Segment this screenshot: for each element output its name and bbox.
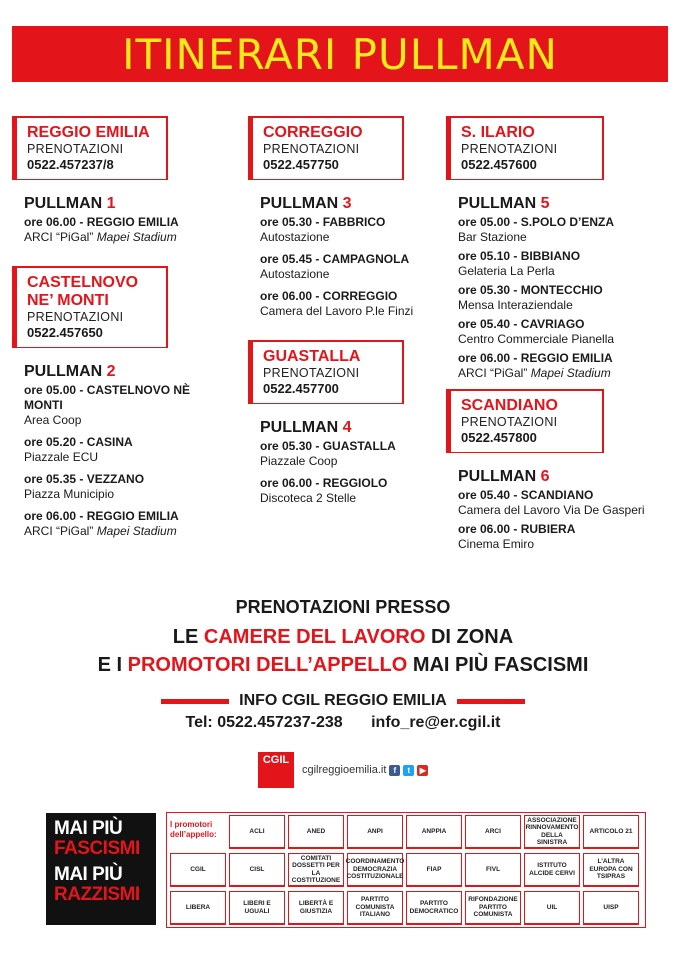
city-box-correggio	[248, 116, 404, 180]
stop: ore 05.00 - CASTELNOVO NÈ MONTI Area Coop	[24, 383, 191, 427]
stop: ore 06.00 - CORREGGIO Camera del Lavoro P.le Finzi	[260, 289, 414, 318]
promotore-item: ACLI	[229, 815, 285, 849]
pullman-title: PULLMAN 3	[260, 195, 352, 212]
stop: ore 05.40 - SCANDIANO Camera del Lavoro Via De Gasperi	[458, 488, 645, 517]
pullman-title: PULLMAN 5	[458, 195, 550, 212]
pullman-6	[446, 467, 676, 552]
city-name: SCANDIANO	[461, 397, 558, 414]
city-box-scandiano	[446, 389, 604, 453]
prenotazioni-label: PRENOTAZIONI	[27, 142, 124, 156]
youtube-icon[interactable]: ▶	[417, 765, 428, 776]
stop: ore 06.00 - REGGIO EMILIA ARCI “PiGal” Mapei Stadium	[24, 215, 179, 244]
stop: ore 05.40 - CAVRIAGO Centro Commerciale Pianella	[458, 317, 615, 346]
city-box-s-ilario	[446, 116, 604, 180]
city-box-reggio-emilia	[12, 116, 168, 180]
promotore-item: COORDINAMENTO DEMOCRAZIA COSTITUZIONALE	[347, 853, 403, 887]
email[interactable]: info_re@er.cgil.it	[371, 714, 501, 731]
twitter-icon[interactable]: t	[403, 765, 414, 776]
prenotazioni-label: PRENOTAZIONI	[263, 142, 360, 156]
prenotazioni-label: PRENOTAZIONI	[461, 415, 558, 429]
pullman-5	[446, 194, 676, 381]
pullman-3	[248, 194, 448, 319]
website-link[interactable]: cgilreggioemilia.it	[302, 764, 387, 776]
pullman-1	[12, 194, 232, 245]
stop: ore 05.00 - S.POLO D’ENZA Bar Stazione	[458, 215, 615, 244]
prenotazioni-label: PRENOTAZIONI	[27, 310, 124, 324]
pullman-title: PULLMAN 2	[24, 363, 116, 380]
phone-number: 0522.457650	[27, 325, 103, 340]
promotori-grid	[170, 815, 639, 925]
promotore-item: L’ALTRA EUROPA CON TSIPRAS	[583, 853, 639, 887]
page-title: ITINERARI PULLMAN	[122, 29, 558, 79]
phone-number: 0522.457800	[461, 430, 537, 445]
stop: ore 05.10 - BIBBIANO Gelateria La Perla	[458, 249, 581, 278]
promotore-item: ANED	[288, 815, 344, 849]
divider-left	[161, 699, 229, 704]
promotore-item: ISTITUTO ALCIDE CERVI	[524, 853, 580, 887]
promotore-item: ARTICOLO 21	[583, 815, 639, 849]
pullman-title: PULLMAN 4	[260, 419, 352, 436]
title-banner	[12, 26, 668, 82]
column-2	[248, 116, 448, 513]
divider-right	[457, 699, 525, 704]
stop: ore 05.30 - GUASTALLA Piazzale Coop	[260, 439, 396, 468]
promotore-item: PARTITO DEMOCRATICO	[406, 891, 462, 925]
city-name: S. ILARIO	[461, 124, 535, 141]
stop: ore 05.45 - CAMPAGNOLA Autostazione	[260, 252, 410, 281]
promotore-item: LIBERTÀ E GIUSTIZIA	[288, 891, 344, 925]
telephone: Tel: 0522.457237-238	[185, 714, 343, 731]
promotore-item: CGIL	[170, 853, 226, 887]
city-name: CORREGGIO	[263, 124, 363, 141]
promotore-item: RIFONDAZIONE PARTITO COMUNISTA	[465, 891, 521, 925]
facebook-icon[interactable]: f	[389, 765, 400, 776]
stop: ore 06.00 - REGGIO EMILIA ARCI “PiGal” Mapei Stadium	[24, 509, 179, 538]
cgil-logo: CGIL REGGIO EMILIA	[258, 752, 294, 788]
promotore-item: CISL	[229, 853, 285, 887]
phone-number: 0522.457750	[263, 157, 339, 172]
phone-number: 0522.457700	[263, 381, 339, 396]
city-name-line2: NE’ MONTI	[27, 292, 109, 309]
pullman-2	[12, 362, 232, 539]
prenotazioni-label: PRENOTAZIONI	[461, 142, 558, 156]
stop: ore 06.00 - REGGIOLO Discoteca 2 Stelle	[260, 476, 388, 505]
promotore-item: COMITATI DOSSETTI PER LA COSTITUZIONE	[288, 853, 344, 887]
promotori-label: I promotori dell’appello:	[170, 820, 217, 839]
city-box-castelnovo	[12, 266, 168, 348]
stop: ore 05.20 - CASINA Piazzale ECU	[24, 435, 133, 464]
promotore-item: PARTITO COMUNISTA ITALIANO	[347, 891, 403, 925]
city-name: GUASTALLA	[263, 348, 361, 365]
phone-number: 0522.457237/8	[27, 157, 114, 172]
column-1	[12, 116, 232, 546]
stop: ore 05.30 - FABBRICO Autostazione	[260, 215, 386, 244]
city-name: CASTELNOVO	[27, 274, 139, 291]
promotore-item: ASSOCIAZIONE RINNOVAMENTO DELLA SINISTRA	[524, 815, 580, 849]
city-name: REGGIO EMILIA	[27, 124, 150, 141]
promotore-item: LIBERI E UGUALI	[229, 891, 285, 925]
promotore-item: UISP	[583, 891, 639, 925]
contact-row	[0, 714, 686, 732]
stop: ore 06.00 - RUBIERA Cinema Emiro	[458, 522, 576, 551]
stop: ore 06.00 - REGGIO EMILIA ARCI “PiGal” Mapei Stadium	[458, 351, 613, 380]
city-box-guastalla	[248, 340, 404, 404]
cgil-logo-row	[258, 752, 428, 793]
info-label: INFO CGIL REGGIO EMILIA	[239, 692, 447, 709]
promotore-item: ANPI	[347, 815, 403, 849]
info-row	[0, 692, 686, 710]
pullman-title: PULLMAN 6	[458, 468, 550, 485]
promotore-item: UIL	[524, 891, 580, 925]
stop: ore 05.35 - VEZZANO Piazza Municipio	[24, 472, 145, 501]
promotori-line: E I PROMOTORI DELL’APPELLO MAI PIÙ FASCISMI	[97, 654, 589, 676]
promotore-item: FIAP	[406, 853, 462, 887]
pullman-4	[248, 418, 448, 506]
stop: ore 05.30 - MONTECCHIO Mensa Interaziendale	[458, 283, 603, 312]
column-3	[446, 116, 676, 559]
camere-del-lavoro-line: LE CAMERE DEL LAVORO DI ZONA	[172, 626, 514, 648]
promotore-item: LIBERA	[170, 891, 226, 925]
pullman-title: PULLMAN 1	[24, 195, 116, 212]
promotore-item: FIVL	[465, 853, 521, 887]
promotore-item: ARCI	[465, 815, 521, 849]
phone-number: 0522.457600	[461, 157, 537, 172]
mai-piu-fascismi-logo: MAI PIÙ FASCISMI MAI PIÙ RAZZISMI	[46, 813, 156, 925]
prenotazioni-label: PRENOTAZIONI	[263, 366, 360, 380]
prenotazioni-presso: PRENOTAZIONI PRESSO	[235, 597, 451, 617]
promotore-item: ANPPIA	[406, 815, 462, 849]
